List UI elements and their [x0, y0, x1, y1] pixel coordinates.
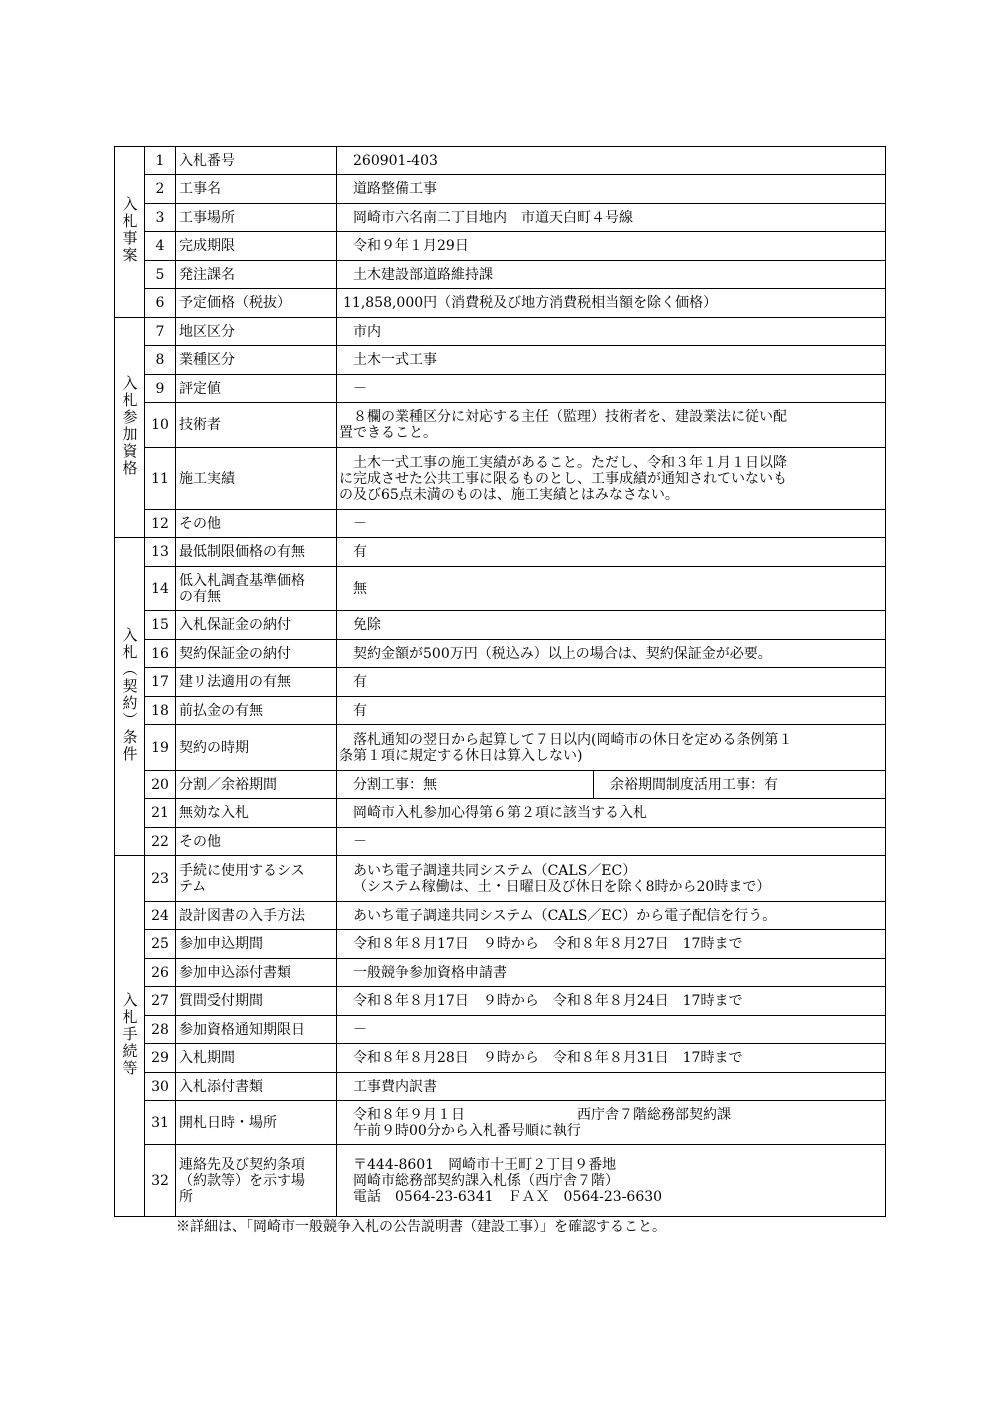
row-number: 25 [145, 930, 176, 959]
footnote: ※詳細は、「岡崎市一般競争入札の公告説明書（建設工事）」を確認すること。 [176, 1219, 666, 1235]
table-row [115, 204, 886, 232]
table-row [115, 902, 886, 930]
row-value: 岡崎市入札参加心得第６第２項に該当する入札 [337, 799, 886, 828]
row-value: 工事費内訳書 [337, 1073, 886, 1101]
row-value: 岡崎市六名南二丁目地内 市道天白町４号線 [337, 204, 886, 232]
row-label: 入札保証金の納付 [176, 611, 337, 640]
row-label: 無効な入札 [176, 799, 337, 828]
row-label: 技術者 [176, 403, 337, 448]
row-label: 連絡先及び契約条項 （約款等）を示す場 所 [176, 1145, 337, 1217]
row-label: 手続に使用するシス テム [176, 856, 337, 902]
row-value: 令和８年８月28日 ９時から 令和８年８月31日 17時まで [337, 1044, 886, 1073]
row-number: 8 [145, 346, 176, 375]
row-number: 19 [145, 725, 176, 771]
section-label: 入札参加資格 [115, 318, 145, 538]
table-row [115, 959, 886, 987]
row-label: 工事名 [176, 175, 337, 204]
row-number: 9 [145, 375, 176, 403]
row-value: あいち電子調達共同システム（CALS／EC）から電子配信を行う。 [337, 902, 886, 930]
row-number: 6 [145, 289, 176, 318]
row-number: 4 [145, 232, 176, 261]
table-row [115, 147, 886, 175]
row-value: 一般競争参加資格申請書 [337, 959, 886, 987]
row-number: 23 [145, 856, 176, 902]
table-row [115, 510, 886, 538]
row-value: 免除 [337, 611, 886, 640]
table-row [115, 771, 886, 799]
row-number: 17 [145, 668, 176, 697]
row-number: 18 [145, 697, 176, 725]
row-value: 有 [337, 538, 886, 567]
row-label: その他 [176, 828, 337, 856]
table-row [115, 232, 886, 261]
table-row [115, 725, 886, 771]
row-label: 完成期限 [176, 232, 337, 261]
bid-info-table [114, 146, 886, 1217]
row-label: 契約の時期 [176, 725, 337, 771]
row-number: 32 [145, 1145, 176, 1217]
table-row [115, 1044, 886, 1073]
row-number: 24 [145, 902, 176, 930]
row-label: 低入札調査基準価格 の有無 [176, 567, 337, 611]
row-label: 参加資格通知期限日 [176, 1016, 337, 1044]
row-number: 13 [145, 538, 176, 567]
row-label: 評定値 [176, 375, 337, 403]
row-label: 最低制限価格の有無 [176, 538, 337, 567]
row-number: 22 [145, 828, 176, 856]
row-number: 10 [145, 403, 176, 448]
row-value: － [337, 510, 886, 538]
row-value: 有 [337, 697, 886, 725]
row-label: 業種区分 [176, 346, 337, 375]
table-row [115, 930, 886, 959]
row-value: あいち電子調達共同システム（CALS／EC） （システム稼働は、土・日曜日及び休日を除く8時から20時まで） [337, 856, 886, 902]
row-number: 15 [145, 611, 176, 640]
table-row [115, 697, 886, 725]
row-number: 1 [145, 147, 176, 175]
row-number: 27 [145, 987, 176, 1016]
row-value: 令和８年９月１日 西庁舎７階総務部契約課 午前９時00分から入札番号順に執行 [337, 1101, 886, 1145]
row-number: 16 [145, 640, 176, 668]
row-value: 市内 [337, 318, 886, 346]
row-value: 土木一式工事の施工実績があること。ただし、令和３年１月１日以降 に完成させた公共工事に限るものとし、工事成績が通知されていないも の及び65点未満のものは、施工実績とはみなさない。 [337, 448, 886, 510]
table-row [115, 611, 886, 640]
table-row [115, 828, 886, 856]
row-number: 14 [145, 567, 176, 611]
row-value: 無 [337, 567, 886, 611]
row-label: 発注課名 [176, 261, 337, 289]
row-value-2: 余裕期間制度活用工事：有 [594, 771, 886, 799]
row-number: 21 [145, 799, 176, 828]
row-value: 契約金額が500万円（税込み）以上の場合は、契約保証金が必要。 [337, 640, 886, 668]
row-label: 分割／余裕期間 [176, 771, 337, 799]
row-label: 設計図書の入手方法 [176, 902, 337, 930]
table-row [115, 375, 886, 403]
row-value: 土木建設部道路維持課 [337, 261, 886, 289]
section-label: 入札事案 [115, 147, 145, 318]
row-label: 参加申込添付書類 [176, 959, 337, 987]
row-number: 7 [145, 318, 176, 346]
row-value: ８欄の業種区分に対応する主任（監理）技術者を、建設業法に従い配 置できること。 [337, 403, 886, 448]
table-row [115, 1145, 886, 1217]
row-value: － [337, 828, 886, 856]
row-number: 26 [145, 959, 176, 987]
table-row [115, 856, 886, 902]
row-number: 20 [145, 771, 176, 799]
table-row [115, 1101, 886, 1145]
row-label: 入札期間 [176, 1044, 337, 1073]
row-value: 令和８年８月17日 ９時から 令和８年８月27日 17時まで [337, 930, 886, 959]
row-label: 予定価格（税抜） [176, 289, 337, 318]
table-row [115, 799, 886, 828]
row-value: 〒444-8601 岡崎市十王町２丁目９番地 岡崎市総務部契約課入札係（西庁舎７階） 電話 0564-23-6341 ＦＡＸ 0564-23-6630 [337, 1145, 886, 1217]
table-row [115, 640, 886, 668]
row-label: 建リ法適用の有無 [176, 668, 337, 697]
table-row [115, 261, 886, 289]
row-value: 分割工事：無 [337, 771, 594, 799]
row-value: 11,858,000円（消費税及び地方消費税相当額を除く価格） [337, 289, 886, 318]
row-value: 令和９年１月29日 [337, 232, 886, 261]
row-label: 契約保証金の納付 [176, 640, 337, 668]
row-label: 施工実績 [176, 448, 337, 510]
row-label: 参加申込期間 [176, 930, 337, 959]
row-label: 工事場所 [176, 204, 337, 232]
row-label: 地区区分 [176, 318, 337, 346]
table-row [115, 318, 886, 346]
row-label: 入札添付書類 [176, 1073, 337, 1101]
row-label: 開札日時・場所 [176, 1101, 337, 1145]
row-value: 260901-403 [337, 147, 886, 175]
row-number: 11 [145, 448, 176, 510]
row-number: 5 [145, 261, 176, 289]
table-row [115, 567, 886, 611]
row-label: 前払金の有無 [176, 697, 337, 725]
table-row [115, 1016, 886, 1044]
row-number: 3 [145, 204, 176, 232]
table-row [115, 448, 886, 510]
table-row [115, 1073, 886, 1101]
row-value: 令和８年８月17日 ９時から 令和８年８月24日 17時まで [337, 987, 886, 1016]
table-row [115, 175, 886, 204]
row-label: 入札番号 [176, 147, 337, 175]
row-number: 12 [145, 510, 176, 538]
section-label: 入札（契約）条件 [115, 538, 145, 856]
table-row [115, 403, 886, 448]
table-row [115, 538, 886, 567]
row-label: その他 [176, 510, 337, 538]
row-value: 落札通知の翌日から起算して７日以内(岡崎市の休日を定める条例第１ 条第１項に規定する休日は算入しない) [337, 725, 886, 771]
table-row [115, 987, 886, 1016]
row-value: 有 [337, 668, 886, 697]
table-row [115, 668, 886, 697]
section-label: 入札手続等 [115, 856, 145, 1217]
row-value: － [337, 1016, 886, 1044]
row-label: 質問受付期間 [176, 987, 337, 1016]
row-number: 29 [145, 1044, 176, 1073]
row-value: 土木一式工事 [337, 346, 886, 375]
row-value: 道路整備工事 [337, 175, 886, 204]
table-row [115, 346, 886, 375]
table-row [115, 289, 886, 318]
row-number: 28 [145, 1016, 176, 1044]
row-number: 30 [145, 1073, 176, 1101]
row-number: 2 [145, 175, 176, 204]
row-value: － [337, 375, 886, 403]
row-number: 31 [145, 1101, 176, 1145]
